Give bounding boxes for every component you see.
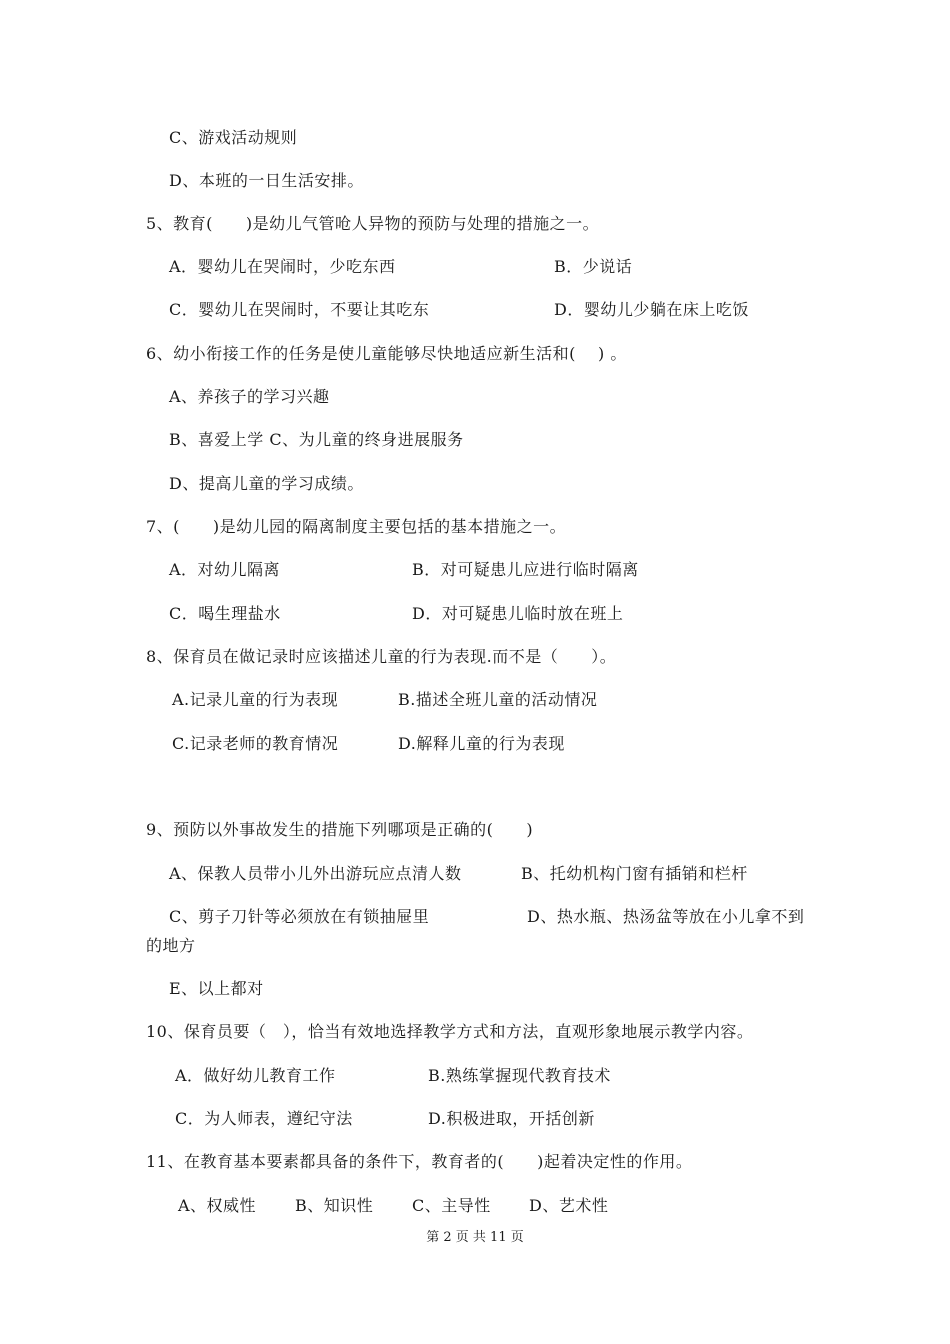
q5-option-c: C．婴幼儿在哭闹时，不要让其吃东 (169, 300, 430, 319)
q9-option-d: D、热水瓶、热汤盆等放在小儿拿不到 (527, 907, 805, 926)
q10-option-d: D.积极进取，开括创新 (428, 1109, 595, 1128)
q5-option-a: A．婴幼儿在哭闹时，少吃东西 (169, 257, 396, 276)
q9-option-d-continued: 的地方 (146, 936, 196, 955)
q10-option-c: C．为人师表，遵纪守法 (175, 1109, 353, 1128)
q10-option-a: A．做好幼儿教育工作 (175, 1066, 336, 1085)
q11-option-a: A、权威性 (178, 1196, 257, 1215)
q9-option-e: E、以上都对 (169, 979, 264, 998)
q8-option-a: A.记录儿童的行为表现 (172, 690, 339, 709)
q10-stem: 10、保育员要（ ），恰当有效地选择教学方式和方法，直观形象地展示教学内容。 (146, 1022, 754, 1041)
q7-stem: 7、( )是幼儿园的隔离制度主要包括的基本措施之一。 (146, 517, 567, 536)
q11-stem: 11、在教育基本要素都具备的条件下，教育者的( )起着决定性的作用。 (146, 1152, 693, 1171)
q6-stem: 6、幼小衔接工作的任务是使儿童能够尽快地适应新生活和( ) 。 (146, 344, 627, 363)
q8-option-c: C.记录老师的教育情况 (172, 734, 339, 753)
q10-option-b: B.熟练掌握现代教育技术 (428, 1066, 611, 1085)
q4-option-d: D、本班的一日生活安排。 (169, 171, 364, 190)
q8-stem: 8、保育员在做记录时应该描述儿童的行为表现.而不是（ ）。 (146, 647, 617, 666)
q11-option-c: C、主导性 (412, 1196, 491, 1215)
q9-option-c: C、剪子刀针等必须放在有锁抽屉里 (169, 907, 430, 926)
q7-option-a: A．对幼儿隔离 (169, 560, 281, 579)
q6-option-d: D、提高儿童的学习成绩。 (169, 474, 364, 493)
page-number: 第 2 页 共 11 页 (426, 1230, 524, 1245)
q6-option-a: A、养孩子的学习兴趣 (169, 387, 330, 406)
q9-option-a: A、保教人员带小儿外出游玩应点清人数 (169, 864, 462, 883)
q9-option-b: B、托幼机构门窗有插销和栏杆 (521, 864, 748, 883)
q7-option-d: D．对可疑患儿临时放在班上 (412, 604, 624, 623)
q8-option-d: D.解释儿童的行为表现 (398, 734, 565, 753)
q7-option-c: C．喝生理盐水 (169, 604, 281, 623)
q11-option-d: D、艺术性 (529, 1196, 609, 1215)
q5-option-d: D．婴幼儿少躺在床上吃饭 (554, 300, 749, 319)
q5-stem: 5、教育( )是幼儿气管呛人异物的预防与处理的措施之一。 (146, 214, 600, 233)
q11-option-b: B、知识性 (295, 1196, 374, 1215)
q5-option-b: B．少说话 (554, 257, 633, 276)
q7-option-b: B．对可疑患儿应进行临时隔离 (412, 560, 639, 579)
q9-stem: 9、预防以外事故发生的措施下列哪项是正确的( ) (146, 820, 534, 839)
q8-option-b: B.描述全班儿童的活动情况 (398, 690, 598, 709)
q4-option-c: C、游戏活动规则 (169, 128, 298, 147)
q6-option-bc: B、喜爱上学 C、为儿童的终身进展服务 (169, 430, 464, 449)
